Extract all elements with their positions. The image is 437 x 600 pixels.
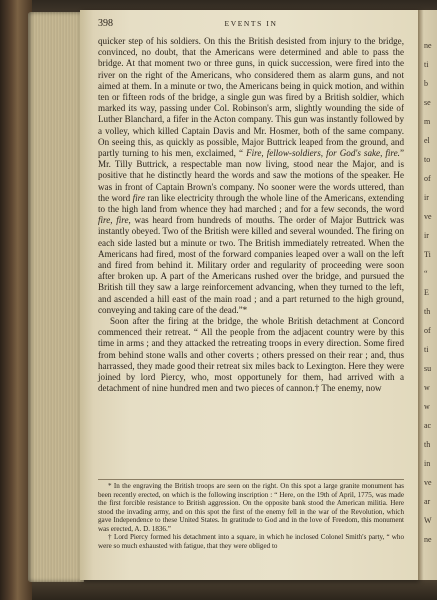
facing-page-fragment: ne [424,535,432,544]
footnote: † Lord Piercy formed his detachment into a square, in which he inclosed Colonel Smith's party, “ who were so much exhausted with fatigue, that they were obliged to [98,533,404,550]
facing-page-fragment: b [424,79,428,88]
facing-page-fragment: W [424,516,432,525]
backdrop-bottom [0,580,437,600]
facing-page-fragment: ve [424,212,432,221]
facing-page-fragment: ne [424,41,432,50]
facing-page-fragment: se [424,98,431,107]
body-text [98,36,404,395]
paragraph: quicker step of his soldiers. On this the British desisted from injury to the bridge, convinced, no doubt, that the Americans were determined and able to pass the bridge. At that moment two or three guns, in quick succession, were fired into the river on the right of the Americans, who considered them as alarm guns, and not aimed at them. In a minute or two, the Americans being in quick motion, and within ten or fifteen rods of the bridge, a single gun was fired by a British soldier, which marked its way, passing under Col. Robinson's arm, slightly wounding the side of Luther Blanchard, a fifer in the Acton company. This gun was instantly followed by a volley, which killed Captain Davis and Mr. Hosmer, both of the same company. On seeing this, as quickly as possible, Major Buttrick leaped from the ground, and partly turning to his men, exclaimed, “ Fire, fellow-soldiers, for God's sake, fire.” Mr. Tilly Buttrick, a respectable man now living, stood near the Major, and is positive that he distinctly heard the words and saw the motions of the speaker. He was in front of Captain Brown's company. No sooner were the words uttered, than the word fire ran like electricity through the whole line of the Americans, extending to the high land from whence they had marched ; and for a few seconds, the word fire, fire, was heard from hundreds of mouths. The order of Major Buttrick was instantly obeyed. Two of the British were killed and several wounded. The firing on each side lasted but a minute or two. The British immediately retreated. When the Americans had fired, most of the forward companies leaped over a wall on the left and fired from behind it. Military order and regularity of proceeding were soon after broken up. A part of the Americans rushed over the bridge, and pursued the British till they saw a large reinforcement advancing, when they turned to the left, and ascended a hill east of the main road ; and a part returned to the high ground, conveying and taking care of the dead.”* [98,36,404,315]
facing-page-fragment: w [424,402,430,411]
facing-page-fragment: to [424,155,431,164]
paragraph: Soon after the firing at the bridge, the whole British detachment at Concord commenced their retreat. “ All the people from the adjacent country were by this time in arms ; and they attacked the retreating troops in every direction. Some fired from behind stone walls and other coverts ; others pressed on their rear ; and, thus harrassed, they made good their retreat six miles back to Lexington. Here they were joined by lord Piercy, who, most opportunely for them, had arrived with a detachment of nine hundred men and two pieces of cannon.† The enemy, now [98,316,404,394]
footnotes [98,482,404,550]
facing-page-fragment: Ti [424,250,431,259]
page-edges [28,12,84,582]
facing-page-fragment: in [424,459,431,468]
facing-page-fragment: el [424,136,430,145]
running-head: EVENTS IN [224,19,278,28]
facing-page-fragment: E [424,288,429,297]
facing-page-fragment: su [424,364,432,373]
facing-page-fragment: ve [424,478,432,487]
facing-page-fragment: ac [424,421,432,430]
facing-page-fragment: th [424,307,431,316]
book-page [80,10,418,580]
page-header [98,18,404,32]
facing-page-fragment: ti [424,60,429,69]
facing-page-fragment: of [424,326,431,335]
facing-page-fragment: th [424,440,431,449]
facing-page-fragment: “ [424,269,428,278]
facing-page-fragment: ti [424,345,429,354]
facing-page-fragment: ir [424,231,429,240]
facing-page-fragment: w [424,383,430,392]
facing-page-fragment: m [424,117,431,126]
facing-page-fragment: of [424,174,431,183]
footnote-rule [98,479,404,480]
facing-page-edge [418,10,437,580]
facing-page-fragment: ir [424,193,429,202]
page-number: 398 [98,18,113,29]
footnote: * In the engraving the British troops are seen on the right. On this spot a large granite monument has been recently erected, on which is the following inscription : “ Here, on the 19th of April, 1775, was made the first forcible resistance to British aggression. On the opposite bank stood the American militia. Here stood the invading army, and on this spot the first of the enemy fell in the war of the Revolution, which gave Independence to these United States. In gratitude to God and in the love of Freedom, this monument was erected, A. D. 1836.” [98,482,404,533]
facing-page-fragment: ar [424,497,431,506]
